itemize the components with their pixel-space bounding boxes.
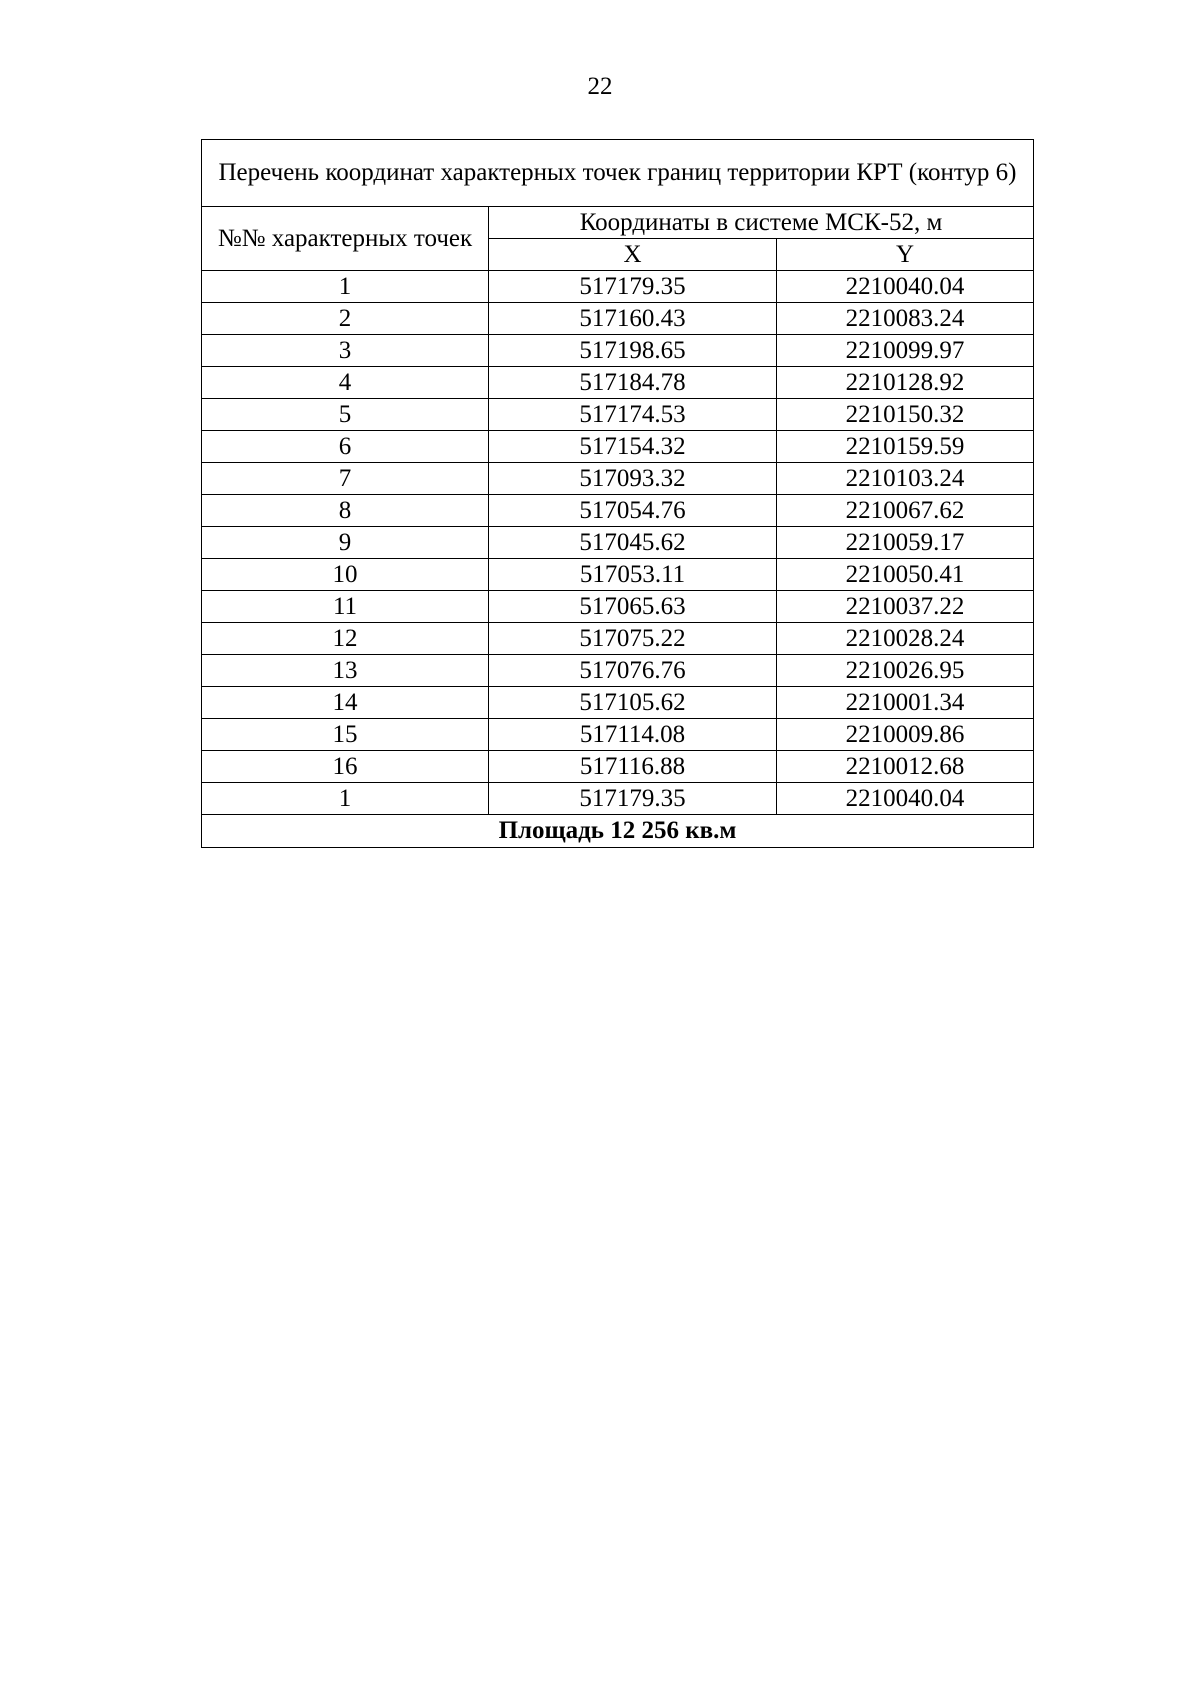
x-coordinate-cell: 517174.53 (489, 399, 777, 431)
table-row (202, 527, 1034, 559)
x-column-header: X (489, 239, 777, 271)
y-coordinate-cell: 2210009.86 (777, 719, 1034, 751)
point-number-cell: 9 (202, 527, 489, 559)
point-number-header: №№ характерных точек (202, 207, 489, 271)
y-coordinate-cell: 2210050.41 (777, 559, 1034, 591)
x-coordinate-cell: 517160.43 (489, 303, 777, 335)
y-coordinate-cell: 2210083.24 (777, 303, 1034, 335)
table-row (202, 783, 1034, 815)
page-number: 22 (587, 73, 613, 100)
table-row (202, 687, 1034, 719)
y-coordinate-cell: 2210150.32 (777, 399, 1034, 431)
y-coordinate-cell: 2210159.59 (777, 431, 1034, 463)
point-number-cell: 8 (202, 495, 489, 527)
x-coordinate-cell: 517076.76 (489, 655, 777, 687)
y-coordinate-cell: 2210026.95 (777, 655, 1034, 687)
y-column-header: Y (777, 239, 1034, 271)
y-coordinate-cell: 2210099.97 (777, 335, 1034, 367)
point-number-cell: 2 (202, 303, 489, 335)
coordinate-system-header: Координаты в системе МСК-52, м (489, 207, 1034, 239)
table-header-row (202, 207, 1034, 239)
table-row (202, 719, 1034, 751)
table-row (202, 335, 1034, 367)
table-row (202, 655, 1034, 687)
area-row (202, 815, 1034, 848)
point-number-cell: 13 (202, 655, 489, 687)
point-number-cell: 6 (202, 431, 489, 463)
x-coordinate-cell: 517198.65 (489, 335, 777, 367)
y-coordinate-cell: 2210012.68 (777, 751, 1034, 783)
point-number-cell: 16 (202, 751, 489, 783)
table-row (202, 399, 1034, 431)
x-coordinate-cell: 517065.63 (489, 591, 777, 623)
x-coordinate-cell: 517105.62 (489, 687, 777, 719)
x-coordinate-cell: 517054.76 (489, 495, 777, 527)
point-number-cell: 11 (202, 591, 489, 623)
y-coordinate-cell: 2210067.62 (777, 495, 1034, 527)
table-row (202, 495, 1034, 527)
y-coordinate-cell: 2210128.92 (777, 367, 1034, 399)
y-coordinate-cell: 2210001.34 (777, 687, 1034, 719)
x-coordinate-cell: 517179.35 (489, 783, 777, 815)
table-row (202, 559, 1034, 591)
point-number-cell: 5 (202, 399, 489, 431)
x-coordinate-cell: 517116.88 (489, 751, 777, 783)
point-number-cell: 1 (202, 271, 489, 303)
point-number-cell: 14 (202, 687, 489, 719)
point-number-cell: 3 (202, 335, 489, 367)
table-title-row (202, 140, 1034, 207)
x-coordinate-cell: 517045.62 (489, 527, 777, 559)
table-row (202, 367, 1034, 399)
table-row (202, 751, 1034, 783)
y-coordinate-cell: 2210103.24 (777, 463, 1034, 495)
table-row (202, 431, 1034, 463)
coordinates-table (201, 139, 1034, 848)
x-coordinate-cell: 517114.08 (489, 719, 777, 751)
y-coordinate-cell: 2210028.24 (777, 623, 1034, 655)
coordinates-table-body (202, 140, 1034, 848)
point-number-cell: 12 (202, 623, 489, 655)
point-number-cell: 1 (202, 783, 489, 815)
point-number-cell: 7 (202, 463, 489, 495)
y-coordinate-cell: 2210037.22 (777, 591, 1034, 623)
x-coordinate-cell: 517179.35 (489, 271, 777, 303)
y-coordinate-cell: 2210040.04 (777, 783, 1034, 815)
point-number-cell: 15 (202, 719, 489, 751)
area-total: Площадь 12 256 кв.м (202, 815, 1034, 848)
y-coordinate-cell: 2210059.17 (777, 527, 1034, 559)
table-title: Перечень координат характерных точек границ территории КРТ (контур 6) (202, 140, 1034, 207)
table-row (202, 591, 1034, 623)
table-row (202, 271, 1034, 303)
x-coordinate-cell: 517093.32 (489, 463, 777, 495)
x-coordinate-cell: 517053.11 (489, 559, 777, 591)
y-coordinate-cell: 2210040.04 (777, 271, 1034, 303)
x-coordinate-cell: 517154.32 (489, 431, 777, 463)
x-coordinate-cell: 517184.78 (489, 367, 777, 399)
point-number-cell: 10 (202, 559, 489, 591)
table-row (202, 623, 1034, 655)
table-row (202, 303, 1034, 335)
table-row (202, 463, 1034, 495)
point-number-cell: 4 (202, 367, 489, 399)
x-coordinate-cell: 517075.22 (489, 623, 777, 655)
